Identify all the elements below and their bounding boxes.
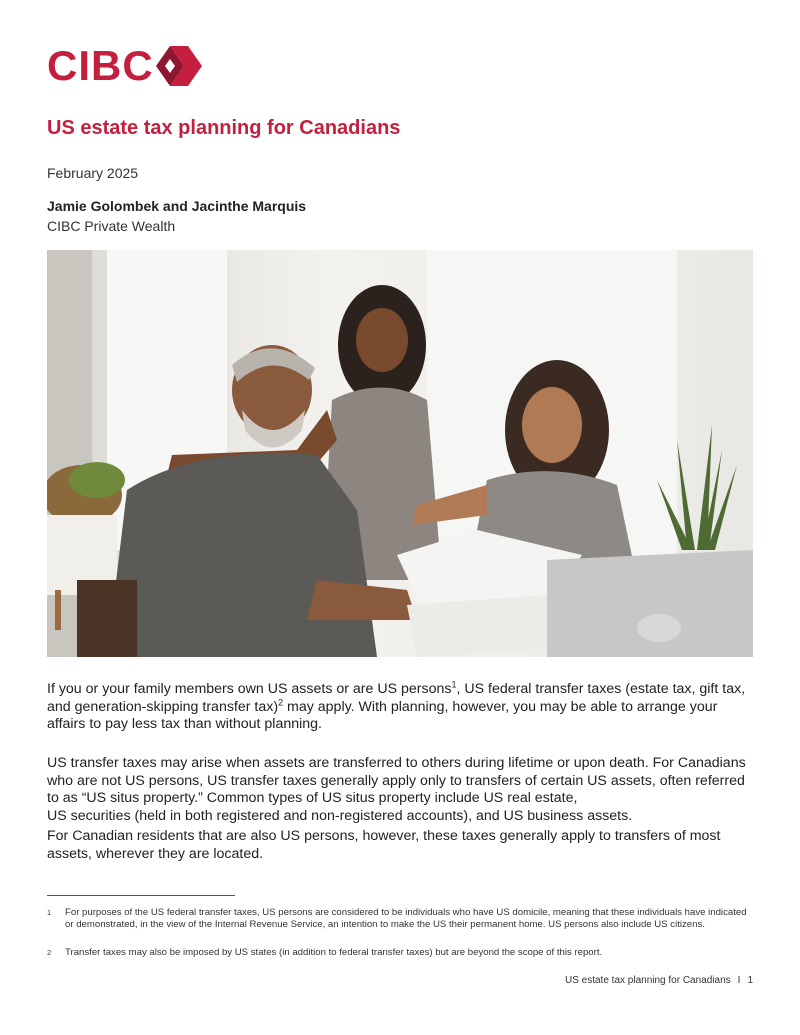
intro-text-b: , US federal transfer taxes (estate tax, gift tax, and generation-skipping transfer tax) [47, 681, 746, 715]
logo-wordmark: CIBC [47, 42, 154, 89]
us-situs-paragraph [47, 755, 747, 825]
us-situs-text-b: US securities (held in both registered and non-registered accounts), and US business assets. [47, 807, 633, 824]
footnote-ref-2[interactable]: 2 [278, 696, 284, 707]
us-situs-text-a: US transfer taxes may arise when assets are transferred to others during lifetime or upon death. For Canadians who are not US persons, US transfer taxes generally apply only to transfers of certain US assets, often referred to as “US situs property.” Common types of US situs property include US real estate, [47, 755, 746, 806]
footnote-text: Transfer taxes may also be imposed by US states (in addition to federal transfer taxes) but are beyond the scope of this report. [65, 947, 603, 958]
organization: CIBC Private Wealth [47, 218, 176, 234]
footnote-number: 1 [47, 908, 52, 917]
footnote-divider [47, 895, 235, 896]
footer-title: US estate tax planning for Canadians [564, 975, 731, 986]
footer-separator: I [737, 975, 741, 986]
intro-paragraph [47, 681, 747, 734]
footnote-text: For purposes of the US federal transfer taxes, US persons are considered to be individuals who have US domicile, meaning that these individuals have indicated or demonstrated, in the view of the Internal Revenue Service, an intention to make the US their permanent home. US persons also include US citizens. [65, 907, 747, 930]
family-photo [47, 250, 753, 657]
authors: Jamie Golombek and Jacinthe Marquis [47, 198, 307, 214]
footnote-ref-1[interactable]: 1 [451, 679, 457, 690]
footnote-2 [47, 947, 753, 959]
us-persons-paragraph: For Canadian residents that are also US persons, however, these taxes generally apply to transfers of most assets, wherever they are located. [47, 828, 721, 862]
cibc-diamond-icon [156, 46, 202, 86]
intro-text-c: may apply. With planning, however, you may be able to arrange your affairs to pay less tax than without planning. [47, 698, 718, 732]
page-footer [565, 975, 753, 986]
publication-date: February 2025 [47, 165, 139, 181]
footnote-1 [47, 907, 753, 931]
footnote-number: 2 [47, 948, 52, 957]
intro-text-a: If you or your family members own US assets or are US persons [47, 681, 452, 697]
cibc-logo [47, 44, 202, 88]
page-title: US estate tax planning for Canadians [47, 117, 401, 139]
page-number: 1 [747, 975, 753, 986]
